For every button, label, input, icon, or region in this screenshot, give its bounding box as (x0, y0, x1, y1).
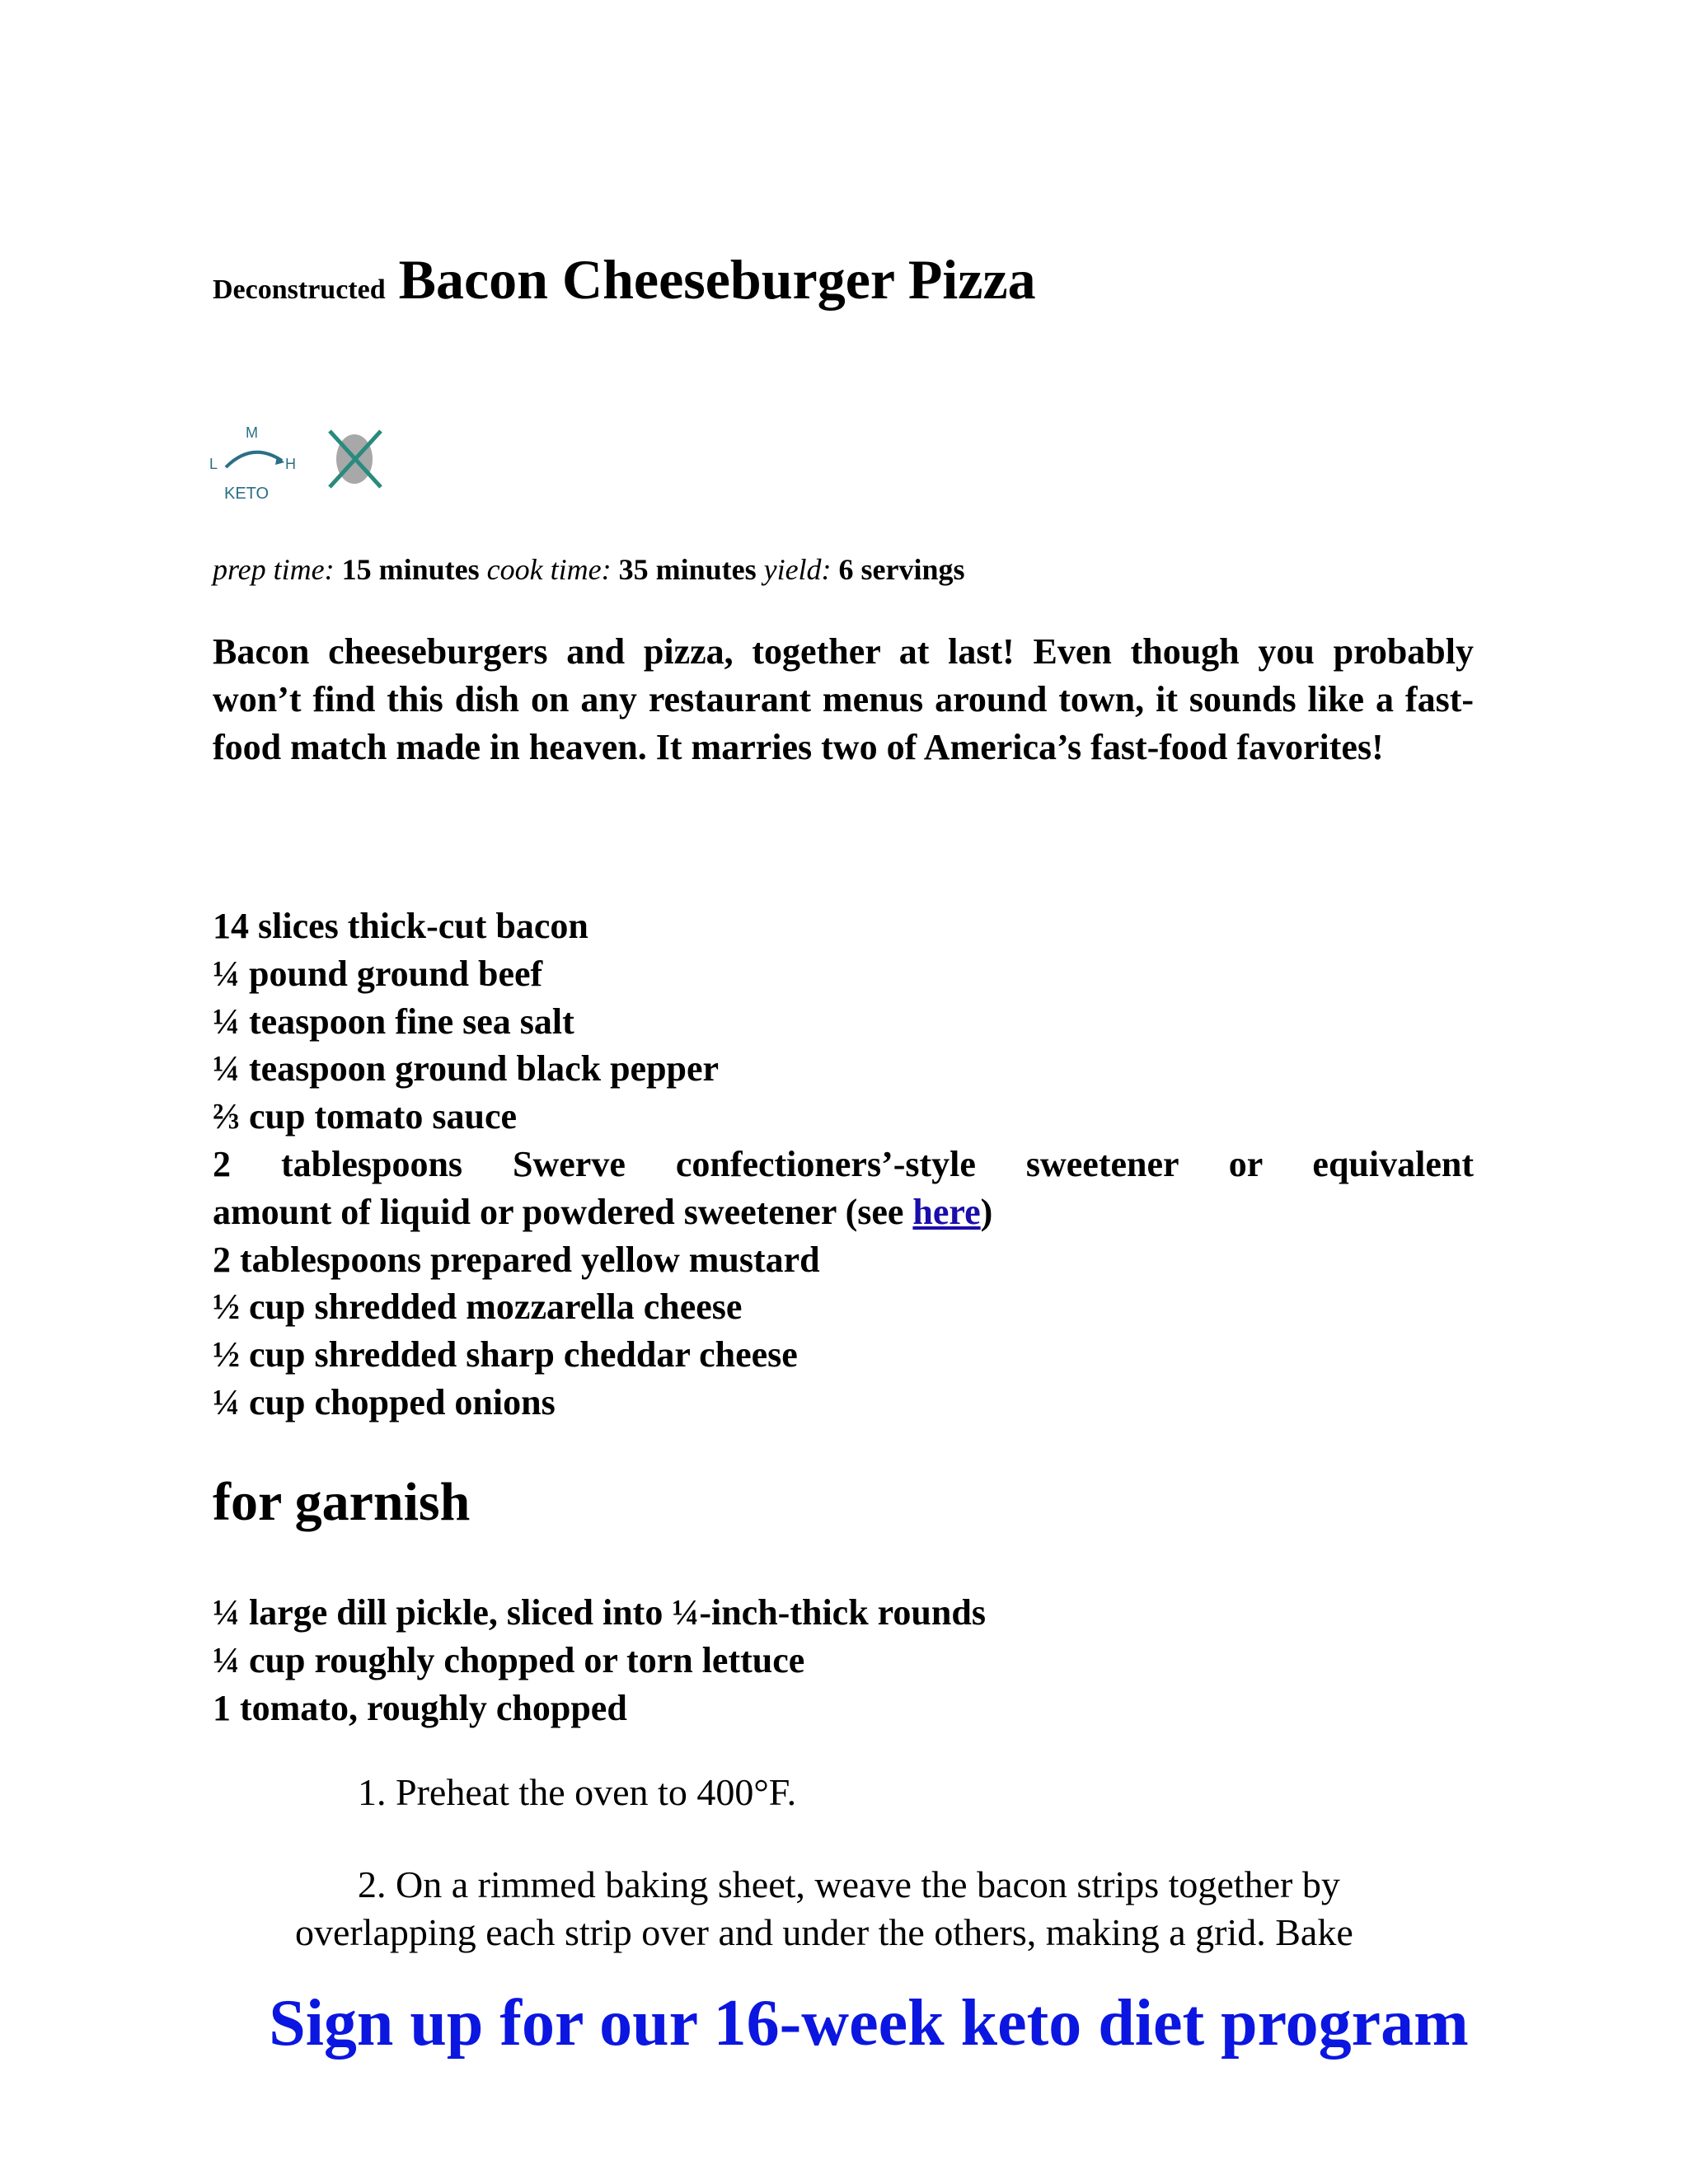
garnish-heading: for garnish (213, 1472, 471, 1532)
ingredient-item: ¼ cup chopped onions (213, 1381, 556, 1422)
ingredient-item: ¼ pound ground beef (213, 953, 543, 994)
recipe-title (213, 247, 1036, 312)
step-2-line-1: 2. On a rimmed baking sheet, weave the bacon strips together by (358, 1863, 1340, 1905)
recipe-intro: Bacon cheeseburgers and pizza, together at last! Even though you probably won’t find this dish on any restaurant menus around town, it sounds like a fast-food match made in heaven. It marries two of America’s fast-food favorites! (213, 631, 1474, 767)
garnish-item: ¼ large dill pickle, sliced into ¼-inch-thick rounds (213, 1592, 986, 1633)
ingredient-item: 2 tablespoons prepared yellow mustard (213, 1239, 820, 1280)
egg-free-icon (330, 431, 381, 487)
ingredient-item: 14 slices thick-cut bacon (213, 906, 588, 946)
ingredient-item-sweetener-cont: amount of liquid or powdered sweetener (see here) (213, 1191, 993, 1232)
garnish-list (213, 1589, 1474, 1732)
svg-text:M: M (246, 424, 258, 441)
prep-time-value: 15 minutes (341, 553, 480, 586)
ingredient-item: ½ cup shredded mozzarella cheese (213, 1286, 743, 1328)
cook-time-label: cook time: (486, 553, 612, 586)
garnish-item: ¼ cup roughly chopped or torn lettuce (213, 1639, 805, 1680)
ingredient-item: ¼ teaspoon fine sea salt (213, 1001, 574, 1042)
title-prefix: Deconstructed (213, 274, 386, 305)
instruction-step-1: 1. Preheat the oven to 400°F. (358, 1771, 797, 1813)
ingredient-item: ¼ teaspoon ground black pepper (213, 1048, 720, 1090)
ingredient-item: ½ cup shredded sharp cheddar cheese (213, 1334, 798, 1376)
ingredient-list (213, 902, 1474, 1427)
keto-meter-icon (206, 416, 396, 515)
ingredient-item: ⅔ cup tomato sauce (213, 1096, 518, 1137)
sweetener-here-link[interactable]: here (912, 1191, 981, 1232)
svg-text:L: L (209, 456, 218, 472)
cook-time-value: 35 minutes (618, 553, 757, 586)
prep-time-label: prep time: (213, 553, 335, 586)
yield-label: yield: (763, 553, 832, 586)
signup-link[interactable]: Sign up for our 16-week keto diet program (269, 1987, 1469, 2060)
yield-value: 6 servings (838, 553, 965, 586)
svg-text:KETO: KETO (224, 485, 270, 503)
instruction-step-2 (295, 1861, 1449, 1957)
garnish-item: 1 tomato, roughly chopped (213, 1687, 627, 1728)
diet-badges (206, 416, 396, 515)
title-main: Bacon Cheeseburger Pizza (398, 248, 1036, 311)
recipe-times (213, 552, 965, 587)
ingredient-item-sweetener: 2 tablespoons Swerve confectioners’-style sweetener or equivalent (213, 1143, 1474, 1184)
step-2-line-2: overlapping each strip over and under the others, making a grid. Bake (295, 1911, 1353, 1953)
svg-text:H: H (285, 456, 296, 472)
